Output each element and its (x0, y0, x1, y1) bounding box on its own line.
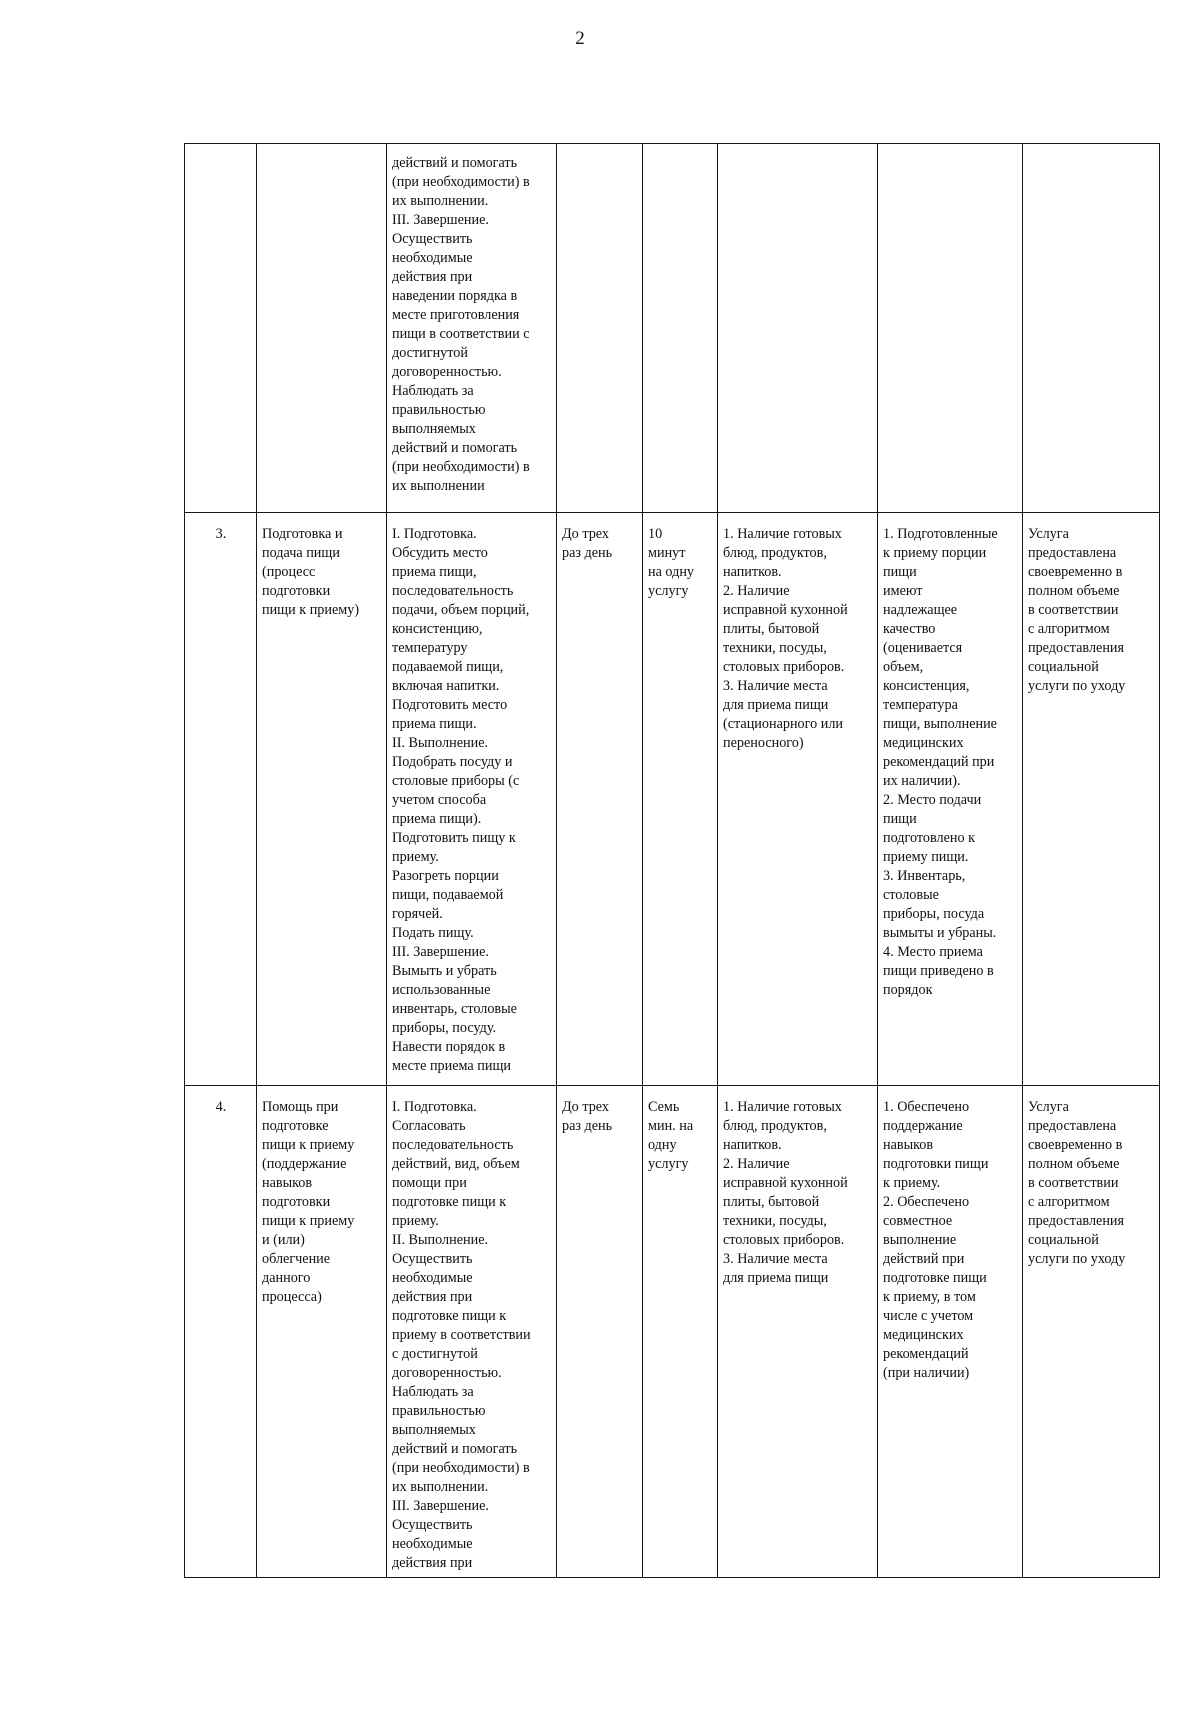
table-row (185, 144, 1160, 513)
service-duration: 10 минут на одну услугу (643, 513, 718, 1086)
services-table (184, 143, 1160, 1578)
service-duration: Семь мин. на одну услугу (643, 1086, 718, 1578)
service-conditions: 1. Наличие готовых блюд, продуктов, напитков. 2. Наличие исправной кухонной плиты, бытовой техники, посуды, столовых приборов. 3. Наличие места для приема пищи (стационарного или переносного) (718, 513, 878, 1086)
service-name: Подготовка и подача пищи (процесс подготовки пищи к приему) (257, 513, 387, 1086)
service-name (257, 144, 387, 513)
service-description: действий и помогать (при необходимости) в их выполнении. III. Завершение. Осуществить необходимые действия при наведении порядка в месте приготовления пищи в соответствии с достигнутой договоренностью. Наблюдать за правильностью выполняемых действий и помогать (при необходимости) в их выполнении (387, 144, 557, 513)
service-frequency: До трех раз день (557, 1086, 643, 1578)
row-number: 4. (185, 1086, 257, 1578)
quality-indicators (878, 144, 1023, 513)
quality-indicators: 1. Подготовленные к приему порции пищи имеют надлежащее качество (оценивается объем, консистенция, температура пищи, выполнение медицинских рекомендаций при их наличии). 2. Место подачи пищи подготовлено к приему пищи. 3. Инвентарь, столовые приборы, посуда вымыты и убраны. 4. Место приема пищи приведено в порядок (878, 513, 1023, 1086)
service-name: Помощь при подготовке пищи к приему (поддержание навыков подготовки пищи к приему и (или) облегчение данного процесса) (257, 1086, 387, 1578)
service-conditions (718, 144, 878, 513)
service-frequency: До трех раз день (557, 513, 643, 1086)
page-number: 2 (575, 28, 585, 49)
row-number: 3. (185, 513, 257, 1086)
row-number (185, 144, 257, 513)
table-row (185, 513, 1160, 1086)
table-row (185, 1086, 1160, 1578)
quality-indicators: 1. Обеспечено поддержание навыков подготовки пищи к приему. 2. Обеспечено совместное выполнение действий при подготовке пищи к приему, в том числе с учетом медицинских рекомендаций (при наличии) (878, 1086, 1023, 1578)
service-duration (643, 144, 718, 513)
result-evaluation: Услуга предоставлена своевременно в полном объеме в соответствии с алгоритмом предоставления социальной услуги по уходу (1023, 1086, 1160, 1578)
service-conditions: 1. Наличие готовых блюд, продуктов, напитков. 2. Наличие исправной кухонной плиты, бытовой техники, посуды, столовых приборов. 3. Наличие места для приема пищи (718, 1086, 878, 1578)
result-evaluation (1023, 144, 1160, 513)
service-description: I. Подготовка. Согласовать последовательность действий, вид, объем помощи при подготовке пищи к приему. II. Выполнение. Осуществить необходимые действия при подготовке пищи к приему в соответствии с достигнутой договоренностью. Наблюдать за правильностью выполняемых действий и помогать (при необходимости) в их выполнении. III. Завершение. Осуществить необходимые действия при (387, 1086, 557, 1578)
service-frequency (557, 144, 643, 513)
service-description: I. Подготовка. Обсудить место приема пищи, последовательность подачи, объем порций, консистенцию, температуру подаваемой пищи, включая напитки. Подготовить место приема пищи. II. Выполнение. Подобрать посуду и столовые приборы (с учетом способа приема пищи). Подготовить пищу к приему. Разогреть порции пищи, подаваемой горячей. Подать пищу. III. Завершение. Вымыть и убрать использованные инвентарь, столовые приборы, посуду. Навести порядок в месте приема пищи (387, 513, 557, 1086)
result-evaluation: Услуга предоставлена своевременно в полном объеме в соответствии с алгоритмом предоставления социальной услуги по уходу (1023, 513, 1160, 1086)
